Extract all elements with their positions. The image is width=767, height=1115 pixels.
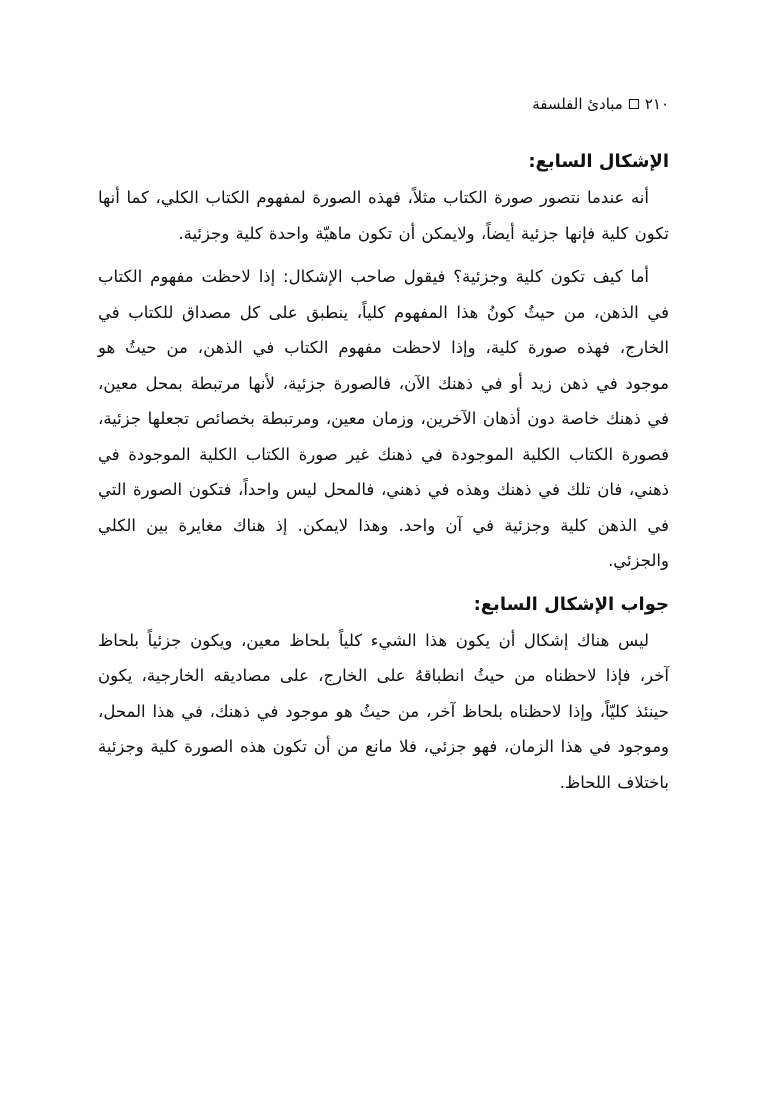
paragraph-problem-explanation: أما كيف تكون كلية وجزئية؟ فيقول صاحب الإشكال: إذا لاحظت مفهوم الكتاب في الذهن، من حيثُ كونُ هذا المفهوم كلياً، ينطبق على كل مصداق للكتاب في الخارج، فهذه صورة كلية، وإذا لاحظت مفهوم الكتاب في الذهن، من حيثُ هو موجود في ذهن زيد أو في ذهنك الآن، فالصورة جزئية، لأنها مرتبطة بمحل معين، في ذهنك خاصة دون أذهان الآخرين، وزمان معين، ومرتبطة بخصائص تجعلها جزئية، فصورة الكتاب الكلية الموجودة في ذهنك غير صورة الكتاب الكلية الموجودة في ذهني، فان تلك في ذهنك وهذه في ذهني، فالمحل ليس واحداً، فتكون الصورة التي في الذهن كلية وجزئية في آن واحد. وهذا لايمكن. إذ هناك مغايرة بين الكلي والجزئي.	[98, 267, 669, 570]
section-heading-problem-seven: الإشكال السابع:	[528, 151, 669, 172]
paragraph-answer: ليس هناك إشكال أن يكون هذا الشيء كلياً بلحاظ معين، ويكون جزئياً بلحاظ آخر، فإذا لاحظناه من حيثُ انطباقهُ على الخارج، على مصاديقه الخارجية، يكون حينئذ كليّاً، وإذا لاحظناه بلحاظ آخر، من حيثُ هو موجود في ذهنك، في هذا المحل، وموجود في هذا الزمان، فهو جزئي، فلا مانع من أن تكون هذه الصورة كلية وجزئية باختلاف اللحاظ.	[98, 630, 669, 792]
section-heading-answer: جواب الإشكال السابع:	[473, 593, 669, 615]
square-ornament-icon	[629, 99, 639, 109]
page-number: ٢١٠	[644, 95, 669, 113]
book-title: مبادئ الفلسفة	[532, 95, 623, 113]
paragraph-problem-statement: أنه عندما نتصور صورة الكتاب مثلاً، فهذه الصورة لمفهوم الكتاب الكلي، كما أنها تكون كلية فإنها جزئية أيضاً، ولايمكن أن تكون ماهيّة واحدة كلية وجزئية.	[98, 188, 669, 243]
running-header	[98, 86, 669, 122]
